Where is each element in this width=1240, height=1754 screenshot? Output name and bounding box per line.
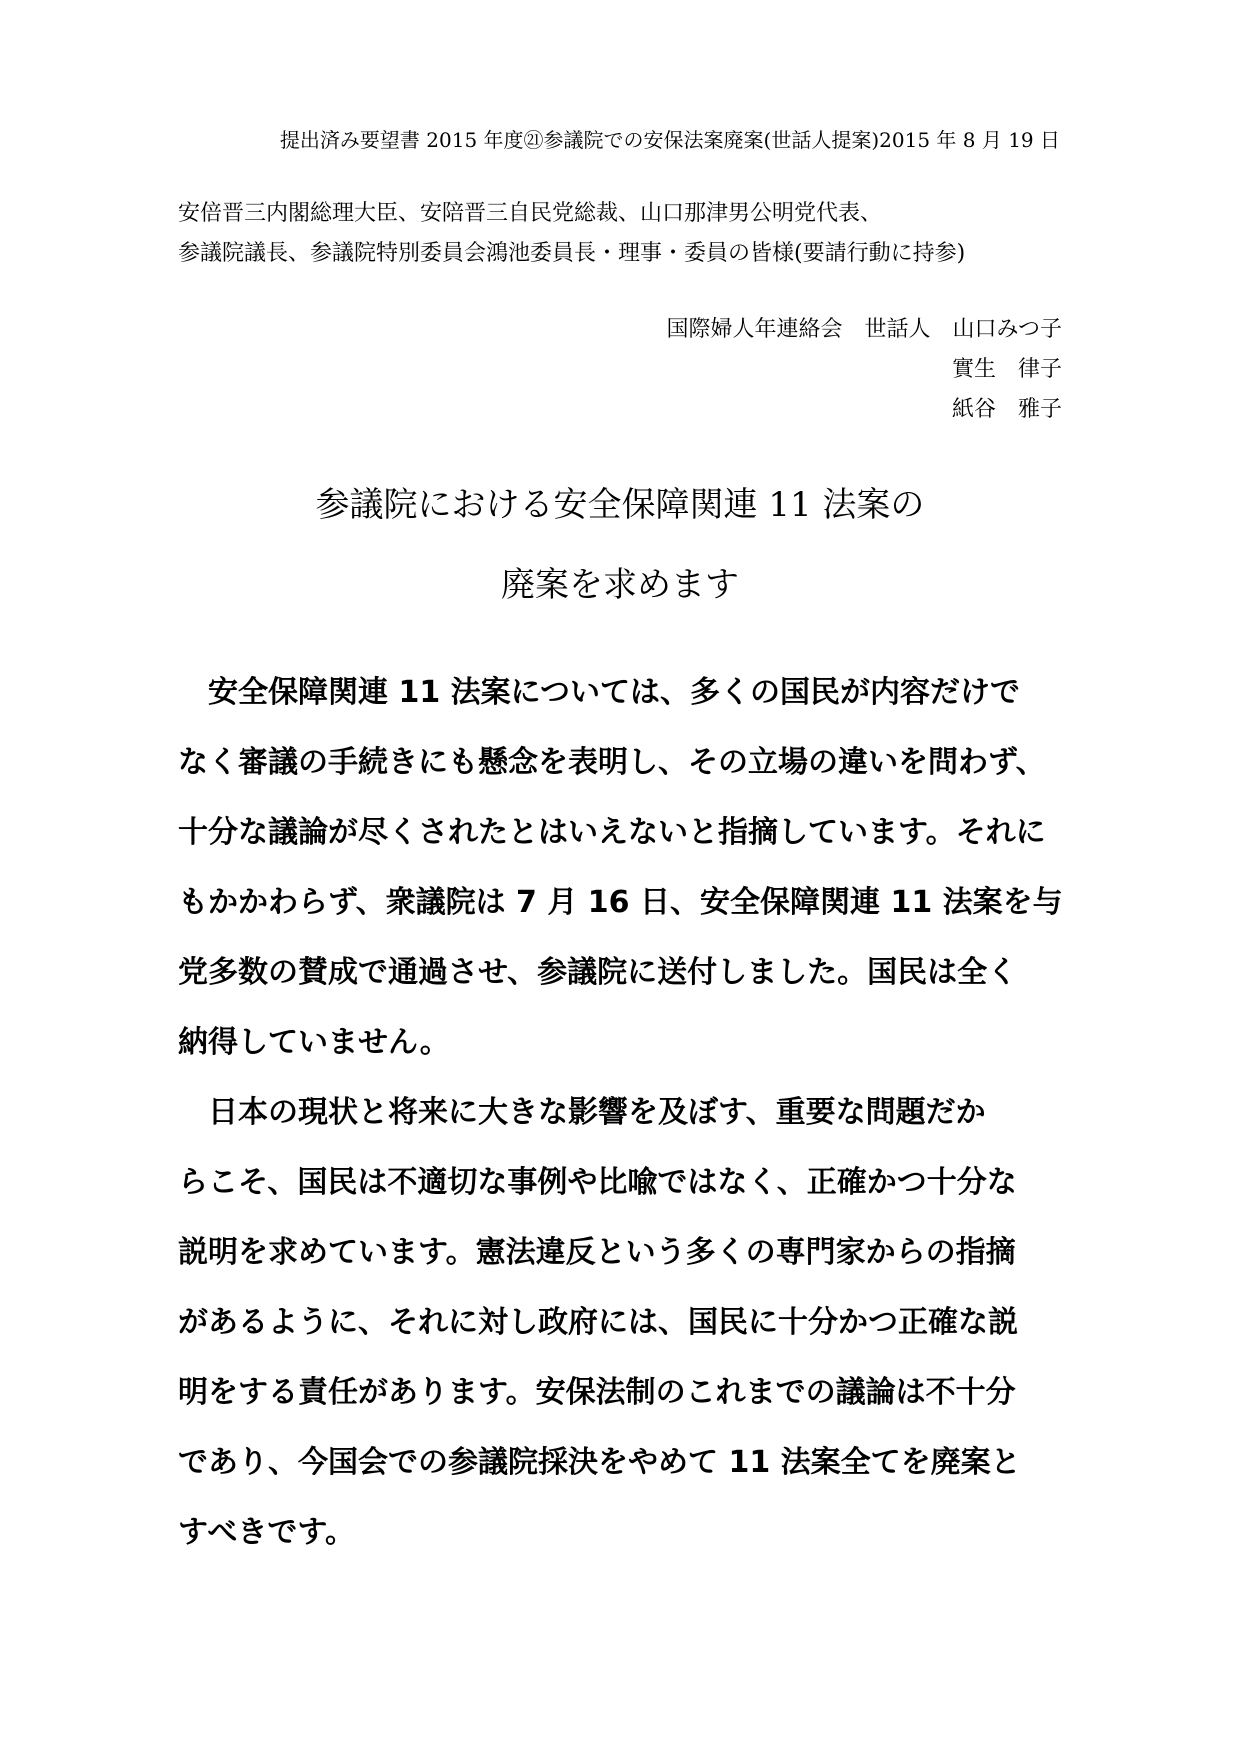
title-line: 廃案を求めます	[501, 565, 739, 605]
title-line: 参議院における安全保障関連 11 法案の	[315, 485, 925, 525]
body-line: 十分な議論が尽くされたとはいえないと指摘しています。それに	[178, 815, 1046, 850]
document-title	[0, 465, 1240, 625]
body-text	[178, 658, 1078, 1568]
sender-name-line: 實生 律子	[951, 357, 1062, 382]
body-line: もかかわらず、衆議院は 7 月 16 日、安全保障関連 11 法案を与	[178, 885, 1063, 920]
sender-name-line: 紙谷 雅子	[951, 397, 1062, 422]
body-line: なく審議の手続きにも懸念を表明し、その立場の違いを問わず、	[178, 745, 1046, 780]
addressee-line: 参議院議長、参議院特別委員会鴻池委員長・理事・委員の皆様(要請行動に持参)	[178, 241, 966, 266]
body-line: 納得していません。	[178, 1025, 450, 1060]
body-line: 安全保障関連 11 法案については、多くの国民が内容だけで	[178, 675, 1021, 710]
body-line: 説明を求めています。憲法違反という多くの専門家からの指摘	[178, 1235, 1016, 1270]
body-line: であり、今国会での参議院採決をやめて 11 法案全てを廃案と	[178, 1445, 1021, 1480]
addressee-line: 安倍晋三内閣総理大臣、安陪晋三自民党総裁、山口那津男公明党代表、	[178, 201, 883, 226]
body-line: らこそ、国民は不適切な事例や比喩ではなく、正確かつ十分な	[178, 1165, 1017, 1200]
body-line: 日本の現状と将来に大きな影響を及ぼす、重要な問題だか	[178, 1095, 986, 1130]
addressee-block	[178, 194, 1078, 274]
body-line: があるように、それに対し政府には、国民に十分かつ正確な説	[178, 1305, 1018, 1340]
sender-block	[462, 310, 1062, 430]
reference-header: 提出済み要望書 2015 年度㉑参議院での安保法案廃案(世話人提案)2015 年 8 月 19 日	[279, 128, 1060, 152]
body-line: 明をする責任があります。安保法制のこれまでの議論は不十分	[178, 1375, 1016, 1410]
body-line: すべきです。	[178, 1515, 355, 1550]
sender-organization-line: 国際婦人年連絡会 世話人 山口みつ子	[666, 317, 1062, 342]
body-line: 党多数の賛成で通過させ、参議院に送付しました。国民は全く	[178, 955, 1018, 990]
